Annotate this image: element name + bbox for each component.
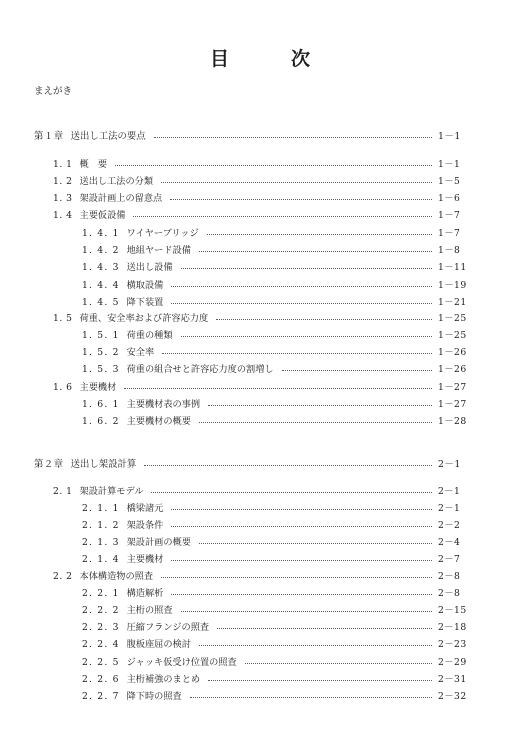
toc-entry-title: 主要機材 — [79, 382, 117, 393]
toc-entry-number: 2. 1. 2 — [82, 520, 120, 531]
dot-leader — [170, 192, 432, 205]
toc-entry-number: 1. 4. 4 — [82, 280, 120, 291]
toc-entry-title: 横取設備 — [126, 280, 164, 291]
toc-entry[interactable] — [34, 458, 472, 471]
toc-entry-title: 荷重の組合せと許容応力度の割増し — [126, 364, 274, 375]
toc-entry-page: 2－31 — [438, 674, 467, 685]
toc-entry-number: 1. 3 — [53, 193, 73, 204]
toc-entry-number: 2. 2. 2 — [82, 605, 120, 616]
toc-entry-number: 1. 5. 3 — [82, 364, 120, 375]
toc-entry-page: 1－7 — [438, 228, 461, 239]
toc-entry-number: 1. 4. 5 — [82, 297, 120, 308]
toc-entry-number: 第１章 — [34, 131, 64, 142]
title-char-1: 目 — [209, 48, 229, 70]
toc-entry[interactable] — [82, 690, 472, 703]
toc-entry[interactable] — [82, 296, 472, 309]
toc-entry-page: 2－8 — [438, 588, 461, 599]
dot-leader — [216, 312, 432, 325]
toc-entry[interactable] — [53, 485, 472, 498]
dot-leader — [171, 519, 432, 532]
toc-entry-page: 1－19 — [438, 280, 467, 291]
toc-entry-number: 第２章 — [34, 459, 64, 470]
dot-leader — [199, 415, 432, 428]
toc-entry-number: 1. 6. 2 — [82, 416, 120, 427]
toc-entry-page: 1－11 — [438, 262, 467, 273]
preface-entry[interactable]: まえがき — [34, 86, 73, 97]
toc-entry-page: 1－5 — [438, 176, 461, 187]
dot-leader — [151, 485, 432, 498]
toc-entry-title: 主桁補強のまとめ — [126, 674, 201, 685]
toc-entry-title: 送出し工法の分類 — [79, 176, 154, 187]
toc-entry-page: 2－8 — [438, 571, 461, 582]
dot-leader — [181, 329, 432, 342]
toc-entry[interactable] — [82, 604, 472, 617]
toc-entry[interactable] — [82, 244, 472, 257]
toc-entry-page: 1－6 — [438, 193, 461, 204]
toc-entry-page: 1－27 — [438, 382, 467, 393]
toc-entry-number: 1. 4 — [53, 210, 73, 221]
toc-entry-page: 1－1 — [438, 159, 461, 170]
toc-entry[interactable] — [82, 329, 472, 342]
toc-entry-number: 1. 4. 2 — [82, 245, 120, 256]
dot-leader — [171, 553, 432, 566]
toc-entry[interactable] — [82, 279, 472, 292]
toc-entry[interactable] — [82, 656, 472, 669]
toc-entry-page: 2－15 — [438, 605, 467, 616]
dot-leader — [208, 398, 432, 411]
dot-leader — [245, 656, 432, 669]
toc-entry-title: 構造解析 — [126, 588, 164, 599]
toc-entry-page: 1－27 — [438, 399, 467, 410]
toc-entry-title: 送出し架設計算 — [70, 459, 137, 470]
toc-entry[interactable] — [82, 346, 472, 359]
toc-entry-number: 1. 5. 1 — [82, 330, 120, 341]
dot-leader — [190, 690, 432, 703]
toc-entry-number: 2. 1. 3 — [82, 537, 120, 548]
toc-entry-page: 1－7 — [438, 210, 461, 221]
toc-entry[interactable] — [82, 553, 472, 566]
toc-entry-title: ジャッキ仮受け位置の照査 — [126, 657, 237, 668]
toc-entry-number: 1. 2 — [53, 176, 73, 187]
dot-leader — [181, 604, 432, 617]
toc-entry[interactable] — [53, 209, 472, 222]
toc-entry-page: 2－7 — [438, 554, 461, 565]
dot-leader — [115, 158, 432, 171]
toc-entry-title: 降下装置 — [126, 297, 164, 308]
dot-leader — [133, 209, 432, 222]
toc-entry[interactable] — [53, 570, 472, 583]
toc-entry-number: 1. 4. 3 — [82, 262, 120, 273]
page-title — [0, 44, 520, 71]
toc-entry[interactable] — [53, 312, 472, 325]
toc-entry-title: 降下時の照査 — [126, 691, 182, 702]
toc-entry-title: 主要機材 — [126, 554, 164, 565]
toc-entry-page: 2－1 — [438, 459, 461, 470]
toc-entry-number: 1. 5 — [53, 313, 73, 324]
dot-leader — [207, 227, 432, 240]
toc-entry-title: 架設計画上の留意点 — [79, 193, 163, 204]
toc-entry[interactable] — [82, 673, 472, 686]
toc-entry-page: 1－28 — [438, 416, 467, 427]
toc-entry-page: 2－18 — [438, 622, 467, 633]
dot-leader — [199, 536, 432, 549]
toc-entry-page: 1－26 — [438, 347, 467, 358]
dot-leader — [144, 458, 432, 471]
dot-leader — [162, 346, 432, 359]
toc-entry-number: 2. 2. 4 — [82, 639, 120, 650]
toc-entry-title: 荷重の種類 — [126, 330, 173, 341]
toc-entry-page: 2－29 — [438, 657, 467, 668]
dot-leader — [199, 244, 432, 257]
toc-entry-number: 2. 1. 4 — [82, 554, 120, 565]
toc-entry-title: 概 要 — [79, 159, 108, 170]
toc-entry-page: 2－1 — [438, 486, 461, 497]
toc-entry-number: 2. 1 — [53, 486, 73, 497]
toc-entry-number: 2. 2. 3 — [82, 622, 120, 633]
toc-entry-number: 2. 2 — [53, 571, 73, 582]
toc-entry[interactable] — [53, 158, 472, 171]
dot-leader — [154, 130, 432, 143]
toc-entry[interactable] — [82, 536, 472, 549]
toc-entry[interactable] — [82, 519, 472, 532]
dot-leader — [161, 570, 432, 583]
toc-entry[interactable] — [82, 587, 472, 600]
toc-entry[interactable] — [82, 502, 472, 515]
toc-entry-page: 2－32 — [438, 691, 467, 702]
toc-entry-page: 2－23 — [438, 639, 467, 650]
toc-entry-title: 橋梁諸元 — [126, 503, 164, 514]
dot-leader — [199, 638, 432, 651]
toc-entry[interactable] — [82, 621, 472, 634]
toc-entry-title: 主桁の照査 — [126, 605, 173, 616]
toc-entry[interactable] — [82, 415, 472, 428]
toc-entry-page: 1－25 — [438, 313, 467, 324]
dot-leader — [171, 502, 432, 515]
toc-entry[interactable] — [53, 175, 472, 188]
toc-entry-title: 腹板座屈の検討 — [126, 639, 191, 650]
toc-entry-title: ワイヤーブリッジ — [126, 228, 199, 239]
toc-entry-title: 主要仮設備 — [79, 210, 126, 221]
dot-leader — [217, 621, 432, 634]
toc-entry-number: 1. 5. 2 — [82, 347, 120, 358]
dot-leader — [171, 296, 432, 309]
toc-entry[interactable] — [82, 638, 472, 651]
toc-entry-title: 安全率 — [126, 347, 155, 358]
dot-leader — [171, 587, 432, 600]
dot-leader — [282, 363, 432, 376]
dot-leader — [124, 381, 432, 394]
toc-entry-title: 架設計算モデル — [79, 486, 144, 497]
toc-entry-page: 2－4 — [438, 537, 461, 548]
dot-leader — [181, 261, 432, 274]
toc-entry-page: 1－21 — [438, 297, 467, 308]
toc-entry-title: 主要機材表の事例 — [126, 399, 201, 410]
toc-entry-title: 圧縮フランジの照査 — [126, 622, 210, 633]
toc-entry-number: 1. 4. 1 — [82, 228, 120, 239]
toc-entry[interactable] — [53, 381, 472, 394]
toc-entry[interactable] — [53, 192, 472, 205]
toc-entry-title: 荷重、安全率および許容応力度 — [79, 313, 209, 324]
dot-leader — [208, 673, 432, 686]
dot-leader — [171, 279, 432, 292]
toc-entry-page: 1－25 — [438, 330, 467, 341]
toc-entry-number: 2. 2. 6 — [82, 674, 120, 685]
toc-entry-page: 1－8 — [438, 245, 461, 256]
toc-entry[interactable] — [82, 363, 472, 376]
toc-entry-title: 本体構造物の照査 — [79, 571, 154, 582]
dot-leader — [161, 175, 432, 188]
toc-entry-number: 1. 6 — [53, 382, 73, 393]
toc-entry-page: 1－1 — [438, 131, 461, 142]
toc-entry[interactable] — [82, 261, 472, 274]
toc-entry-page: 2－2 — [438, 520, 461, 531]
toc-entry-title: 架設計画の概要 — [126, 537, 191, 548]
toc-entry-title: 送出し設備 — [126, 262, 173, 273]
toc-entry-page: 1－26 — [438, 364, 467, 375]
toc-entry[interactable] — [34, 130, 472, 143]
toc-entry[interactable] — [82, 398, 472, 411]
toc-entry-number: 2. 2. 7 — [82, 691, 120, 702]
toc-entry-title: 主要機材の概要 — [126, 416, 191, 427]
toc-entry[interactable] — [82, 227, 472, 240]
toc-entry-title: 地組ヤード設備 — [126, 245, 191, 256]
toc-entry-number: 2. 2. 5 — [82, 657, 120, 668]
toc-entry-number: 2. 1. 1 — [82, 503, 120, 514]
toc-entry-number: 2. 2. 1 — [82, 588, 120, 599]
toc-entry-number: 1. 6. 1 — [82, 399, 120, 410]
toc-entry-number: 1. 1 — [53, 159, 73, 170]
title-char-2: 次 — [291, 48, 311, 70]
toc-entry-title: 送出し工法の要点 — [70, 131, 146, 142]
toc-entry-title: 架設条件 — [126, 520, 164, 531]
toc-entry-page: 2－1 — [438, 503, 461, 514]
